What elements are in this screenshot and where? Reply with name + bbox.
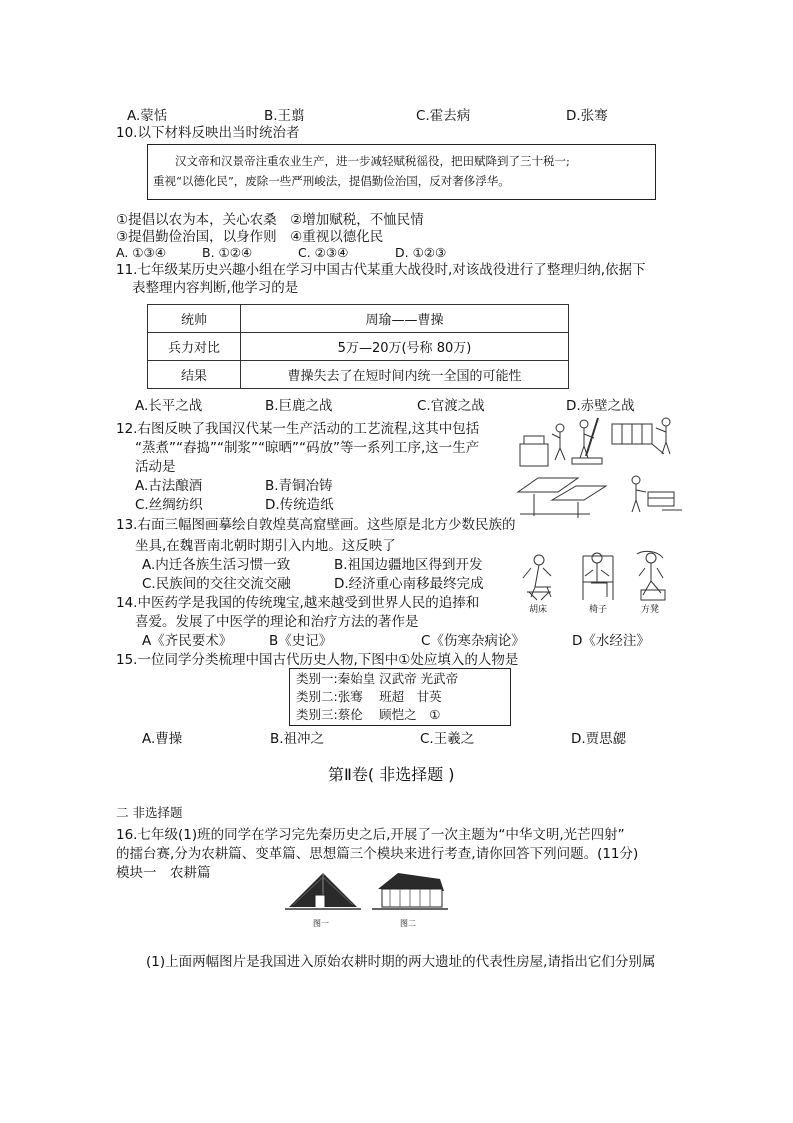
q10-material-line2: 重视“以德化民”，废除一些严刑峻法，提倡勤俭治国，反对奢侈浮华。 [153, 174, 510, 188]
q14-option-c: C《伤寒杂病论》 [421, 633, 525, 649]
q15-stem: 15.一位同学分类梳理中国古代历史人物,下图中①处应填入的人物是 [116, 652, 519, 668]
q16-figure-label-2: 图二 [400, 919, 416, 928]
q12-stem-line3: 活动是 [135, 459, 176, 475]
q13-figure-label-2: 椅子 [589, 605, 608, 615]
q12-option-d: D.传统造纸 [265, 497, 334, 513]
q10-option-b: B. ①②④ [202, 245, 253, 260]
q11-option-b: B.巨鹿之战 [265, 398, 333, 414]
q15-box-line3: 类别三:蔡伦 顾恺之 ① [296, 707, 441, 722]
q15-option-d: D.贾思勰 [571, 731, 627, 747]
dunhuang-seats-illustration [517, 546, 677, 618]
q10-items-line1: ①提倡以农为本，关心农桑 ②增加赋税，不恤民情 [116, 212, 424, 228]
papermaking-process-illustration [512, 414, 690, 522]
q12-stem-line2: “蒸煮”“舂捣”“制浆”“晾晒”“码放”等一系列工序,这一生产 [135, 440, 480, 456]
hut-illustration-1 [283, 869, 363, 928]
table-cell: 5万—20万(号称 80万) [241, 333, 569, 361]
q14-option-b: B《史记》 [269, 633, 333, 649]
q10-material-line1: 汉文帝和汉景帝注重农业生产，进一步减轻赋税徭役，把田赋降到了三十税一; [175, 154, 570, 168]
q13-option-a: A.内迁各族生活习惯一致 [142, 557, 291, 573]
q10-option-c: C. ②③④ [298, 245, 349, 260]
q15-option-c: C.王羲之 [420, 731, 475, 747]
q16-sub1: (1)上面两幅图片是我国进入原始农耕时期的两大遗址的代表性房屋,请指出它们分别属 [146, 954, 656, 970]
q11-option-c: C.官渡之战 [417, 398, 485, 414]
q15-option-b: B.祖冲之 [270, 731, 325, 747]
q13-figure-label-1: 胡床 [529, 605, 548, 615]
q13-option-c: C.民族间的交往交流交融 [142, 576, 291, 592]
table-row [148, 333, 569, 361]
q16-stem-line2: 的擂台赛,分为农耕篇、变革篇、思想篇三个模块来进行考查,请你回答下列问题。(11分) [116, 846, 639, 862]
q15-option-a: A.曹操 [142, 731, 183, 747]
table-cell: 兵力对比 [148, 333, 241, 361]
q10-option-a: A. ①③④ [116, 245, 166, 260]
q14-option-d: D《水经注》 [572, 633, 650, 649]
q16-stem-line1: 16.七年级(1)班的同学在学习完先秦历史之后,开展了一次主题为“中华文明,光芒四射” [116, 827, 625, 843]
q9-option-a: A.蒙恬 [127, 108, 168, 124]
table-row [148, 305, 569, 333]
q13-option-b: B.祖国边疆地区得到开发 [334, 557, 483, 573]
q12-option-c: C.丝绸纺织 [135, 497, 203, 513]
q16-module-label: 模块一 农耕篇 [116, 865, 211, 881]
q13-option-d: D.经济重心南移最终完成 [334, 576, 484, 592]
q11-option-a: A.长平之战 [135, 398, 203, 414]
q12-stem-line1: 12.右图反映了我国汉代某一生产活动的工艺流程,这其中包括 [116, 421, 480, 437]
q14-option-a: A《齐民要术》 [142, 633, 233, 649]
q13-stem-line1: 13.右面三幅图画摹绘自敦煌莫高窟壁画。这些原是北方少数民族的 [116, 517, 516, 533]
q14-stem-line1: 14.中医药学是我国的传统瑰宝,越来越受到世界人民的追捧和 [116, 595, 480, 611]
q11-stem-line2: 表整理内容判断,他学习的是 [132, 280, 299, 296]
q13-figure-label-3: 方凳 [641, 605, 660, 615]
q10-option-d: D. ①②③ [395, 245, 447, 260]
table-cell: 结果 [148, 361, 241, 389]
q10-items-line2: ③提倡勤俭治国，以身作则 ④重视以德化民 [116, 229, 384, 245]
table-cell: 曹操失去了在短时间内统一全国的可能性 [241, 361, 569, 389]
q12-option-b: B.青铜冶铸 [265, 478, 333, 494]
q15-box-line1: 类别一:秦始皇 汉武帝 光武帝 [296, 671, 459, 686]
q11-table [147, 304, 569, 389]
q10-stem: 10.以下材料反映出当时统治者 [116, 125, 300, 141]
table-cell: 统帅 [148, 305, 241, 333]
q11-stem-line1: 11.七年级某历史兴趣小组在学习中国古代某重大战役时,对该战役进行了整理归纳,依据下 [116, 262, 646, 278]
table-row [148, 361, 569, 389]
hut-illustration-2 [370, 869, 450, 928]
q15-box-line2: 类别二:张骞 班超 甘英 [296, 689, 442, 704]
q13-stem-line2: 坐具,在魏晋南北朝时期引入内地。这反映了 [135, 538, 396, 554]
q9-option-c: C.霍去病 [416, 108, 471, 124]
q12-option-a: A.古法酿酒 [135, 478, 203, 494]
section2-label: 二 非选择题 [116, 805, 183, 820]
section-title: 第Ⅱ卷( 非选择题 ) [328, 765, 455, 784]
q11-option-d: D.赤壁之战 [566, 398, 635, 414]
q9-option-b: B.王翦 [264, 108, 305, 124]
q9-option-d: D.张骞 [566, 108, 608, 124]
q16-figure-label-1: 图一 [313, 919, 329, 928]
q14-stem-line2: 喜爱。发展了中医学的理论和治疗方法的著作是 [135, 614, 419, 630]
table-cell: 周瑜——曹操 [241, 305, 569, 333]
